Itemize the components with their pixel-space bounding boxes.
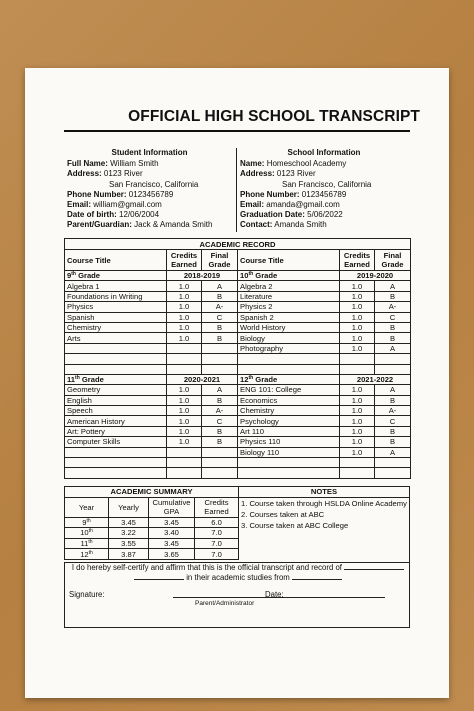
final-grade (202, 458, 238, 468)
credits-earned: 1.0 (167, 333, 202, 343)
final-grade: B (202, 322, 238, 332)
course-row (65, 333, 411, 343)
final-grade: B (375, 322, 411, 332)
summary-row (65, 517, 239, 528)
credits-earned (340, 364, 375, 374)
course-row (65, 426, 411, 436)
credits-earned (167, 447, 202, 457)
final-grade: A- (375, 406, 411, 416)
course-title: Chemistry (238, 406, 340, 416)
course-row (65, 281, 411, 291)
course-row (65, 468, 411, 478)
course-row (65, 291, 411, 301)
course-row (65, 447, 411, 457)
final-grade (202, 354, 238, 364)
final-grade: C (202, 312, 238, 322)
summary-gpa: 3.45 (149, 538, 195, 549)
student-dob: 12/06/2004 (119, 210, 160, 220)
credits-earned: 1.0 (167, 385, 202, 395)
course-title: Literature (238, 291, 340, 301)
credits-earned: 1.0 (167, 395, 202, 405)
summary-credits: 7.0 (195, 549, 239, 560)
course-title (238, 458, 340, 468)
summary-credits: 7.0 (195, 538, 239, 549)
final-grade: C (375, 312, 411, 322)
final-grade: A (375, 281, 411, 291)
school-address-line2: San Francisco, California (282, 179, 372, 189)
summary-year: 12th (65, 549, 109, 560)
course-title: Physics 110 (238, 437, 340, 447)
credits-earned: 1.0 (340, 302, 375, 312)
student-address: 0123 River (103, 169, 143, 179)
final-grade: A (375, 385, 411, 395)
course-title (65, 458, 167, 468)
course-title: World History (238, 322, 340, 332)
summary-yearly: 3.22 (109, 528, 149, 539)
course-title: Geometry (65, 385, 167, 395)
course-row (65, 458, 411, 468)
final-grade (202, 447, 238, 457)
credits-earned: 1.0 (340, 406, 375, 416)
course-title (238, 354, 340, 364)
academic-summary-caption: ACADEMIC SUMMARY (65, 487, 239, 498)
final-grade: B (375, 437, 411, 447)
credits-earned: 1.0 (340, 343, 375, 353)
course-title (238, 468, 340, 478)
course-row (65, 354, 411, 364)
final-grade (375, 364, 411, 374)
final-grade: A (375, 343, 411, 353)
signature-label: Signature: (69, 590, 105, 599)
summary-year: 10th (65, 528, 109, 539)
note-item: 1. Course taken through HSLDA Online Academy (241, 499, 407, 508)
course-title: Physics (65, 302, 167, 312)
credits-earned: 1.0 (167, 426, 202, 436)
course-title: ENG 101: College (238, 385, 340, 395)
course-title (65, 364, 167, 374)
final-grade: A (202, 281, 238, 291)
course-title: English (65, 395, 167, 405)
course-row (65, 364, 411, 374)
title-rule (64, 130, 410, 132)
credits-earned: 1.0 (340, 322, 375, 332)
credits-earned: 1.0 (340, 426, 375, 436)
notes-box (239, 486, 410, 563)
credits-earned: 1.0 (167, 291, 202, 301)
course-title: Biology (238, 333, 340, 343)
course-row (65, 385, 411, 395)
course-row (65, 312, 411, 322)
final-grade (202, 364, 238, 374)
final-grade: B (375, 395, 411, 405)
course-row (65, 416, 411, 426)
note-item: 2. Courses taken at ABC (241, 510, 325, 519)
final-grade: B (375, 291, 411, 301)
from-date-line[interactable] (292, 579, 342, 580)
credits-earned: 1.0 (340, 385, 375, 395)
student-info-heading: Student Information (111, 148, 188, 157)
course-row (65, 343, 411, 353)
certify-text-2: in their academic studies from (186, 573, 290, 582)
academic-record-header: Course Title Credits Earned Final Grade Course Title Credits Earned Final Grade (65, 250, 411, 271)
school-contact: Amanda Smith (274, 220, 327, 230)
course-title: Foundations in Writing (65, 291, 167, 301)
summary-credits: 6.0 (195, 517, 239, 528)
student-phone: 0123456789 (128, 189, 174, 199)
school-graduation-date: 5/06/2022 (307, 210, 343, 220)
student-address-line2: San Francisco, California (109, 179, 199, 189)
summary-gpa: 3.45 (149, 517, 195, 528)
credits-earned (340, 458, 375, 468)
course-title: Art 110 (238, 426, 340, 436)
credits-earned: 1.0 (167, 322, 202, 332)
course-title: Speech (65, 406, 167, 416)
credits-earned: 1.0 (340, 312, 375, 322)
course-title: Computer Skills (65, 437, 167, 447)
credits-earned: 1.0 (340, 281, 375, 291)
final-grade: B (202, 333, 238, 343)
school-info: School Information Name: Homeschool Academy Address: 0123 River San Francisco, California Phone Number: 0123456789 Email: amanda@gmail.com Graduation Date: 5/06/2022 Contact: Amanda Smith (240, 148, 408, 231)
credits-earned: 1.0 (340, 395, 375, 405)
final-grade: B (202, 437, 238, 447)
summary-yearly: 3.55 (109, 538, 149, 549)
credits-earned: 1.0 (167, 437, 202, 447)
student-name-line[interactable] (344, 569, 404, 570)
credits-earned: 1.0 (167, 406, 202, 416)
final-grade: A (375, 447, 411, 457)
school-name: Homeschool Academy (266, 159, 347, 169)
course-title (65, 447, 167, 457)
credits-earned (167, 354, 202, 364)
student-name: William Smith (110, 159, 159, 169)
final-grade (202, 343, 238, 353)
final-grade (375, 354, 411, 364)
final-grade (375, 468, 411, 478)
summary-yearly: 3.45 (109, 517, 149, 528)
summary-credits: 7.0 (195, 528, 239, 539)
final-grade: A- (202, 302, 238, 312)
final-grade: C (375, 416, 411, 426)
school-phone: 0123456789 (301, 189, 347, 199)
course-title (65, 468, 167, 478)
date-line[interactable] (287, 597, 385, 598)
final-grade (375, 458, 411, 468)
course-title: Physics 2 (238, 302, 340, 312)
course-row (65, 395, 411, 405)
academic-record-caption: ACADEMIC RECORD (65, 239, 411, 250)
course-title: Arts (65, 333, 167, 343)
final-grade: A- (202, 406, 238, 416)
final-grade: C (202, 416, 238, 426)
credits-earned (167, 343, 202, 353)
name-line-cont[interactable] (134, 579, 184, 580)
credits-earned: 1.0 (167, 416, 202, 426)
course-title (238, 364, 340, 374)
course-title: Chemistry (65, 322, 167, 332)
credits-earned (340, 468, 375, 478)
summary-row (65, 549, 239, 560)
course-row (65, 437, 411, 447)
final-grade: A (202, 385, 238, 395)
student-parent: Jack & Amanda Smith (134, 220, 213, 230)
credits-earned: 1.0 (167, 281, 202, 291)
final-grade: A- (375, 302, 411, 312)
signature-sublabel: Parent/Administrator (195, 600, 255, 607)
course-title: Art: Pottery (65, 426, 167, 436)
summary-header: Year Yearly Cumulative GPA Credits Earned (65, 497, 239, 517)
notes-heading: NOTES (239, 487, 409, 498)
credits-earned: 1.0 (167, 312, 202, 322)
academic-record-table (64, 238, 411, 479)
note-item: 3. Course taken at ABC College (241, 521, 349, 530)
final-grade: B (202, 426, 238, 436)
certification-box (64, 562, 410, 628)
school-info-heading: School Information (287, 148, 361, 157)
credits-earned (167, 468, 202, 478)
credits-earned (340, 354, 375, 364)
date-label: Date: (265, 590, 284, 599)
final-grade: B (202, 291, 238, 301)
course-title: Algebra 1 (65, 281, 167, 291)
course-title (65, 343, 167, 353)
course-row (65, 302, 411, 312)
credits-earned (167, 364, 202, 374)
credits-earned: 1.0 (167, 302, 202, 312)
course-title: American History (65, 416, 167, 426)
course-row (65, 322, 411, 332)
course-title (65, 354, 167, 364)
summary-yearly: 3.87 (109, 549, 149, 560)
page-title: OFFICIAL HIGH SCHOOL TRANSCRIPT (128, 108, 420, 125)
course-title: Spanish 2 (238, 312, 340, 322)
summary-year: 11th (65, 538, 109, 549)
grade-9-10-header: 9th Grade 2018-2019 10th Grade 2019-2020 (65, 271, 411, 281)
grade-11-12-rows (65, 385, 411, 479)
final-grade: B (202, 395, 238, 405)
credits-earned: 1.0 (340, 447, 375, 457)
final-grade: B (375, 333, 411, 343)
course-title: Algebra 2 (238, 281, 340, 291)
final-grade: B (375, 426, 411, 436)
info-divider (236, 148, 237, 232)
certify-text: I do hereby self-certify and affirm that this is the official transcript and record of (71, 563, 342, 572)
summary-gpa: 3.65 (149, 549, 195, 560)
credits-earned: 1.0 (340, 333, 375, 343)
school-address: 0123 River (276, 169, 316, 179)
summary-row (65, 528, 239, 539)
credits-earned: 1.0 (340, 437, 375, 447)
course-title: Biology 110 (238, 447, 340, 457)
course-title: Spanish (65, 312, 167, 322)
course-title: Psychology (238, 416, 340, 426)
course-title: Economics (238, 395, 340, 405)
summary-rows (65, 517, 239, 559)
final-grade (202, 468, 238, 478)
credits-earned: 1.0 (340, 291, 375, 301)
grade-11-12-header: 11th Grade 2020-2021 12th Grade 2021-2022 (65, 374, 411, 384)
course-row (65, 406, 411, 416)
summary-year: 9th (65, 517, 109, 528)
grade-9-10-rows (65, 281, 411, 375)
student-email: william@gmail.com (93, 200, 162, 210)
school-email: amanda@gmail.com (266, 200, 340, 210)
course-title: Photography (238, 343, 340, 353)
academic-summary-table (64, 486, 239, 560)
student-info: Student Information Full Name: William Smith Address: 0123 River San Francisco, California Phone Number: 0123456789 Email: william@gmail.com Date of birth: 12/06/2004 Parent/Guardian: Jack & Amanda Smith (67, 148, 232, 231)
summary-gpa: 3.40 (149, 528, 195, 539)
credits-earned: 1.0 (340, 416, 375, 426)
credits-earned (167, 458, 202, 468)
summary-row (65, 538, 239, 549)
